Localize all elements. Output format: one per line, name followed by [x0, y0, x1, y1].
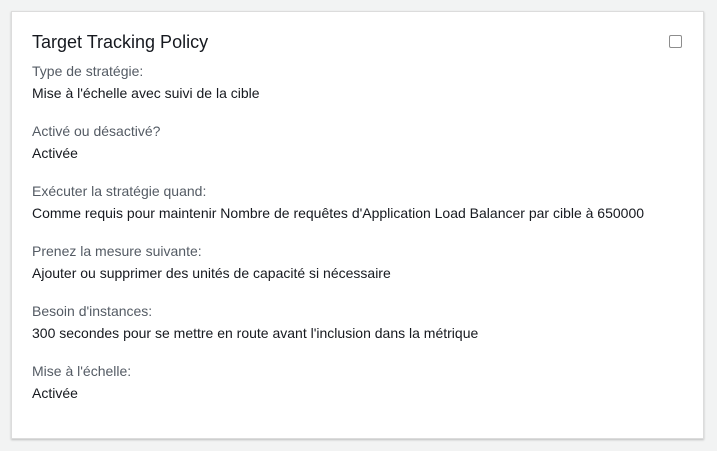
- field-action: [32, 242, 682, 302]
- field-label: Type de stratégie:: [32, 63, 144, 79]
- field-value: Ajouter ou supprimer des unités de capacité si nécessaire: [32, 265, 391, 281]
- card-title: Target Tracking Policy: [32, 32, 209, 52]
- field-label: Prenez la mesure suivante:: [32, 243, 202, 259]
- field-label: Exécuter la stratégie quand:: [32, 183, 207, 199]
- field-scale-in: [32, 362, 682, 422]
- policy-details: [32, 62, 682, 422]
- field-value: 300 secondes pour se mettre en route avant l'inclusion dans la métrique: [32, 325, 479, 341]
- field-value: Mise à l'échelle avec suivi de la cible: [32, 85, 260, 101]
- field-label: Besoin d'instances:: [32, 303, 153, 319]
- field-value: Comme requis pour maintenir Nombre de requêtes d'Application Load Balancer par cible à 650000: [32, 205, 645, 221]
- field-value: Activée: [32, 385, 78, 401]
- field-enabled: [32, 122, 682, 182]
- field-value: Activée: [32, 145, 78, 161]
- field-instance-warmup: [32, 302, 682, 362]
- select-policy-checkbox[interactable]: [669, 35, 682, 48]
- field-execute-when: [32, 182, 682, 242]
- field-label: Activé ou désactivé?: [32, 123, 161, 139]
- field-label: Mise à l'échelle:: [32, 363, 132, 379]
- policy-card: [11, 11, 704, 439]
- field-strategy-type: [32, 62, 682, 122]
